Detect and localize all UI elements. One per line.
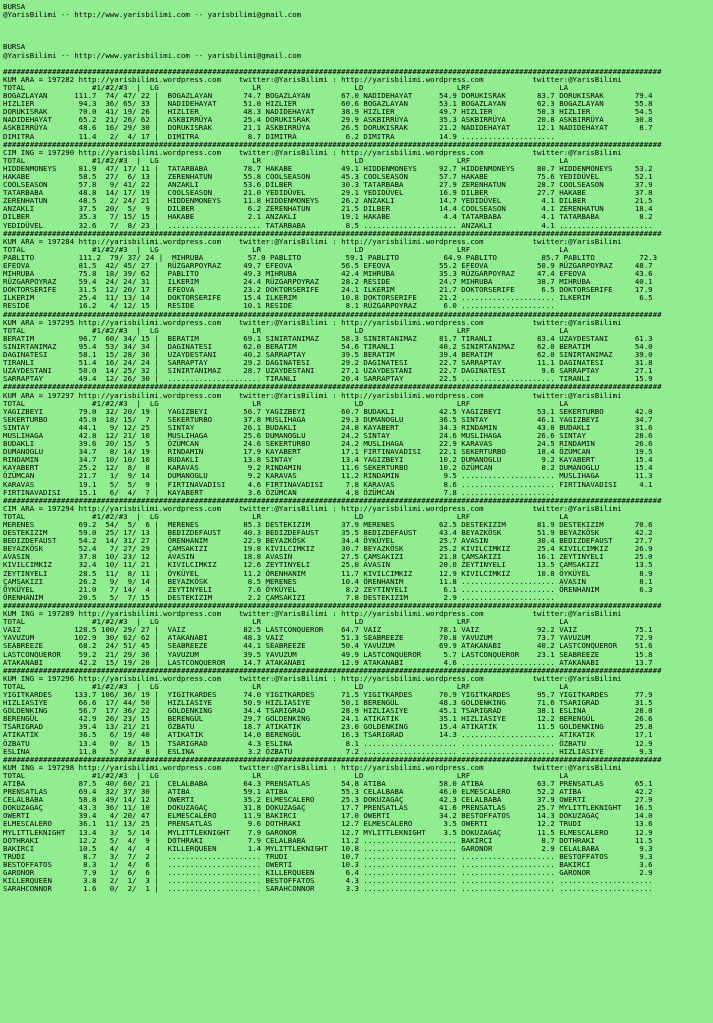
report-line: KAYABERT 25.2 12/ 8/ 8 | KARAVAS 9.2 RINDAMIN 11.6 SEKERTURBO 10.2 ÖZÜMCAN 8.2 DUMANOGLU 15.4 [3, 463, 653, 473]
report-line: MIHRUBA 75.8 18/ 39/ 62 | PABLITO 49.3 MIHRUBA 42.4 MIHRUBA 35.3 RÜZGARPOYRAZ 47.4 EFEOVA 43.6 [3, 269, 653, 279]
report-line: CELALBABA 58.8 49/ 14/ 12 | OWERTI 35.2 ELMESCALERO 25.3 DOKUZAGAÇ 42.3 CELALBABA 37.9 OWERTI 27.9 [3, 795, 653, 805]
report-line: ELMESCALERO 36.1 11/ 13/ 25 | PRENSATLAS 9.6 DOTHRAKI 12.7 ELMESCALERO 3.5 OWERTI 12.2 TRUDI 13.6 [3, 819, 653, 829]
column-header: TOTAL #1/#2/#3 | LG LR LD LRF LA [3, 82, 569, 92]
report-line: BOGAZLAYAN 111.7 74/ 47/ 22 | BOGAZLAYAN 74.7 BOGAZLAYAN 67.0 NADIDEHAYAT 54.9 DORUKISRAK 83.7 DORUKISRAK 79.4 [3, 91, 653, 101]
report-line: PABLITO 111.2 79/ 37/ 24 | MIHRUBA 57.0 PABLITO 59.1 PABLITO 64.9 PABLITO 85.7 PABLITO 72.3 [3, 252, 658, 262]
report-line: HAKABE 58.5 27/ 6/ 13 | ZERENHATUN 55.8 COOLSEASON 45.3 COOLSEASON 57.7 HAKABE 75.6 YEDIDÜVEL 52.1 [3, 171, 653, 181]
report-line: OWERTI 39.4 4/ 20/ 47 | ELMESCALERO 11.9 BAKIRCI 17.0 OWERTI 34.2 BESTOFFATOS 14.3 DOKUZAGAÇ 14.0 [3, 811, 653, 821]
report-line: ASKBIRRÜYA 48.6 16/ 29/ 30 | DORUKISRAK 21.1 ASKBIRRÜYA 26.5 DORUKISRAK 21.2 NADIDEHAYAT 12.1 NADIDEHAYAT 8.7 [3, 123, 653, 133]
blank-line [3, 19, 662, 27]
report-line: SINIRTANIMAZ 95.4 53/ 34/ 34 | DAGINATESI 62.0 BERATIM 54.6 TIRANLI 40.2 SINIRTANIMAZ 62.0 BERATIM 54.0 [3, 341, 653, 351]
report-line: AVASIN 37.8 10/ 23/ 12 | AVASIN 18.8 AVASIN 27.5 ÇAMSAKIZI 21.8 ÇAMSAKIZI 16.1 ZEYTINYELI 25.0 [3, 552, 653, 562]
report-line: ÖYKÜYEL 21.0 7/ 14/ 4 | ZEYTINYELI 7.6 ÖYKÜYEL 8.2 ZEYTINYELI 6.1 ..................... ÖRENHANIM 6.3 [3, 584, 653, 594]
report-line: DUMANOGLU 34.7 8/ 14/ 19 | RINDAMIN 17.9 KAYABERT 17.1 FIRTINAVADISI 22.1 SEKERTURBO 18.4 ÖZÜMCAN 19.5 [3, 447, 653, 457]
race-header: KUM ARA = 197282 http://yarisbilimi.wordpress.com twitter:@YarisBilimi : http://yarisbilimi.wordpress.com twitter:@YarisBilimi [3, 74, 622, 84]
report-line: SINTAY 44.1 9/ 12/ 25 | SINTAY 26.1 BUDAKLI 24.8 KAYABERT 34.3 RINDAMIN 43.0 BUDAKLI 31.6 [3, 422, 653, 432]
race-header: CIM ARA = 197294 http://yarisbilimi.wordpress.com twitter:@YarisBilimi : http://yarisbilimi.wordpress.com twitter:@YarisBilimi [3, 503, 622, 513]
report-line: KILLERQUEEN 3.8 2/ 1/ 3 | ..................... BESTOFFATOS 4.3 ..................... ..................... ..................... [3, 876, 653, 886]
report-line: COOLSEASON 57.8 9/ 41/ 22 | ANZAKLI 53.6 DILBER 30.3 TATARBABA 27.9 ZERENHATUN 28.7 COOLSEASON 37.9 [3, 180, 653, 190]
report-line: ATAKANABI 42.2 15/ 19/ 20 | LASTCONQUEROR 14.7 ATAKANABI 12.9 ATAKANABI 4.6 ..................... ATAKANABI 13.7 [3, 657, 653, 667]
race-header: KUM ING = 197289 http://yarisbilimi.wordpress.com twitter:@YarisBilimi : http://yarisbilimi.wordpress.com twitter:@YarisBilimi [3, 609, 622, 619]
report-line: ZEYTINYELI 28.5 11/ 8/ 11 | ÖYKÜYEL 11.2 ÖRENHANIM 11.7 KIVILCIMKIZ 12.9 KIVILCIMKIZ 10.8 ÖYKÜYEL 8.9 [3, 568, 653, 578]
report-line: GOLDENKING 56.7 17/ 36/ 22 | GOLDENKING 34.4 TSARIGRAD 28.9 HIZLIASIYE 45.1 TSARIGRAD 38.1 ESLINA 28.0 [3, 706, 653, 716]
report-line: EFEOVA 81.5 42/ 45/ 27 | RÜZGARPOYRAZ 49.7 EFEOVA 56.5 EFEOVA 55.2 EFEOVA 50.9 RÜZGARPOYRAZ 48.7 [3, 261, 653, 270]
report-line: ATIBA 87.5 40/ 60/ 21 | CELALBABA 64.3 PRENSATLAS 54.8 ATIBA 58.0 ATIBA 63.7 PRENSATLAS 65.1 [3, 779, 653, 788]
report-line: ÖZÜMCAN 21.7 1/ 9/ 14 | DUMANOGLU 9.2 KARAVAS 11.2 RINDAMIN 9.5 ..................... MUSLIHAGA 11.3 [3, 471, 653, 481]
report-line: RINDAMIN 34.7 10/ 10/ 10 | BUDAKLI 13.8 SINTAY 13.4 YAGIZBEYI 10.2 DUMANOGLU 9.2 KAYABERT 15.4 [3, 455, 653, 465]
report-line: BESTOFFATOS 8.3 1/ 4/ 6 | ..................... OWERTI 10.3 ..................... ..................... BAKIRCI 3.6 [3, 859, 653, 869]
report-line: YEDIDÜVEL 32.6 7/ 8/ 23 | ..................... TATARBABA 8.5 ..................... ANZAKLI 4.1 ..................... [3, 220, 653, 230]
section-divider: #################################################################################################################################################### [3, 600, 662, 610]
report-line: KIVILCIMKIZ 32.4 10/ 11/ 21 | KIVILCIMKIZ 12.6 ZEYTINYELI 25.0 AVASIN 20.0 ZEYTINYELI 13.5 ÇAMSAKIZI 13.5 [3, 560, 653, 570]
column-header: TOTAL #1/#2/#3 | LG LR LD LRF LA [3, 325, 569, 335]
race-header: CIM ING = 197290 http://yarisbilimi.wordpress.com twitter:@YarisBilimi : http://yarisbilimi.wordpress.com twitter:@YarisBilimi [3, 147, 622, 157]
report-line: BERATIM 96.7 60/ 34/ 15 | BERATIM 69.1 SINIRTANIMAZ 58.3 SINIRTANIMAZ 81.7 TIRANLI 83.4 UZAYDESTANI 61.3 [3, 333, 653, 343]
column-header: TOTAL #1/#2/#3 | LG LR LD LRF LA [3, 511, 569, 521]
blank-line [3, 35, 662, 43]
race-report-text [3, 3, 662, 893]
race-header: KUM ARA = 197297 http://yarisbilimi.wordpress.com twitter:@YarisBilimi : http://yarisbilimi.wordpress.com twitter:@YarisBilimi [3, 390, 622, 400]
report-line: SARAHCONNOR 1.6 0/ 2/ 1 | ..................... SARAHCONNOR 3.3 ..................... ..................... ..................... [3, 884, 653, 894]
report-line: TIRANLI 51.4 16/ 24/ 24 | SARRAPTAY 29.2 DAGINATESI 29.2 DAGINATESI 22.7 SARRAPTAY 11.1 DAGINATESI 31.8 [3, 358, 653, 368]
report-line: ÇAMSAKIZI 26.2 9/ 9/ 14 | BEYAZKÖSK 8.5 MERENES 10.4 ÖRENHANIM 11.8 ..................... AVASIN 8.1 [3, 576, 653, 586]
report-line: DILBER 35.3 7/ 15/ 15 | HAKABE 2.1 ANZAKLI 19.1 HAKABE 4.4 TATARBABA 4.1 TATARBABA 8.2 [3, 212, 653, 222]
column-header: TOTAL #1/#2/#3 | LG LR LD LRF LA [3, 244, 569, 254]
report-line: RESIDE 16.2 4/ 12/ 15 | RESIDE 10.1 RESIDE 8.1 RÜZGARPOYRAZ 6.0 ..................... [3, 301, 555, 311]
report-line: MERENES 69.2 54/ 5/ 6 | MERENES 85.3 DESTEKIZIM 37.9 MERENES 62.5 DESTEKIZIM 81.9 DESTEKIZIM 70.6 [3, 520, 653, 529]
report-line: HIDDENMONEYS 81.9 47/ 17/ 11 | TATARBABA 78.7 HAKABE 49.1 HIDDENMONEYS 92.7 HIDDENMONEYS 80.7 HIDDENMONEYS 53.2 [3, 163, 653, 173]
race-header: KUM ING = 197296 http://yarisbilimi.wordpress.com twitter:@YarisBilimi : http://yarisbilimi.wordpress.com twitter:@YarisBilimi [3, 673, 622, 683]
section-divider: #################################################################################################################################################### [3, 228, 662, 238]
section-divider: #################################################################################################################################################### [3, 665, 662, 675]
report-line: DAGINATESI 58.1 15/ 28/ 36 | UZAYDESTANI 40.2 SARRAPTAY 39.5 BERATIM 39.4 BERATIM 62.0 SINIRTANIMAZ 39.0 [3, 350, 653, 360]
race-header: KUM ING = 197298 http://yarisbilimi.wordpress.com twitter:@YarisBilimi : http://yarisbilimi.wordpress.com twitter:@YarisBilimi [3, 762, 622, 772]
section-divider: #################################################################################################################################################### [3, 66, 662, 76]
column-header: TOTAL #1/#2/#3 | LG LR LD LRF LA [3, 770, 569, 780]
report-line: @YarisBilimi -- http://www.yarisbilimi.com -- yarisbilimi@gmail.com [3, 50, 302, 60]
column-header: TOTAL #1/#2/#3 | LG LR LD LRF LA [3, 617, 569, 627]
report-line: DOTHRAKI 12.2 5/ 4/ 9 | DOTHRAKI 7.9 CELALBABA 11.2 ..................... BAKIRCI 8.7 DOTHRAKI 11.5 [3, 835, 653, 845]
report-line: LASTCONQUEROR 59.2 21/ 29/ 36 | YAVUZUM 39.5 YAVUZUM 49.9 LASTCONQUEROR 5.7 LASTCONQUEROR 23.1 SEABREEZE 15.8 [3, 649, 653, 659]
report-line: MUSLIHAGA 42.8 12/ 21/ 10 | MUSLIHAGA 25.6 DUMANOGLU 24.2 SINTAY 24.6 MUSLIHAGA 26.6 SINTAY 28.6 [3, 430, 653, 440]
section-divider: #################################################################################################################################################### [3, 139, 662, 149]
report-line: @YarisBilimi -- http://www.yarisbilimi.com -- yarisbilimi@gmail.com [3, 10, 302, 20]
column-header: TOTAL #1/#2/#3 | LG LR LD LRF LA [3, 398, 569, 408]
report-line: TSARIGRAD 39.4 13/ 21/ 21 | ÖZBATU 18.7 ATIKATIK 23.0 GOLDENKING 15.4 ATIKATIK 11.5 GOLDENKING 25.8 [3, 722, 653, 732]
report-line: TRUDI 8.7 3/ 7/ 2 | ..................... TRUDI 10.7 ..................... ..................... BESTOFFATOS 9.3 [3, 851, 653, 861]
report-line: HIZLIER 94.3 36/ 65/ 33 | NADIDEHAYAT 51.0 HIZLIER 60.6 BOGAZLAYAN 53.1 BOGAZLAYAN 62.3 BOGAZLAYAN 55.8 [3, 99, 653, 109]
report-line: ZERENHATUN 48.5 2/ 24/ 21 | HIDDENMONEYS 11.8 HIDDENMONEYS 26.2 ANZAKLI 14.7 YEDIDÜVEL 4.1 DILBER 21.5 [3, 196, 653, 206]
section-divider: #################################################################################################################################################### [3, 495, 662, 505]
report-line: GARONOR 7.9 1/ 6/ 6 | ..................... KILLERQUEEN 6.4 ..................... ..................... GARONOR 2.9 [3, 868, 653, 878]
report-line: SEABREEZE 68.2 24/ 51/ 45 | SEABREEZE 44.1 SEABREEZE 50.4 YAVUZUM 69.9 ATAKANABI 40.2 LASTCONQUEROR 51.6 [3, 641, 653, 651]
report-line: TATARBABA 48.8 14/ 17/ 19 | COOLSEASON 21.0 YEDIDÜVEL 29.1 YEDIDÜVEL 16.9 DILBER 27.7 HAKABE 37.8 [3, 188, 653, 198]
section-divider: #################################################################################################################################################### [3, 309, 662, 319]
report-line: DOKUZAGAÇ 43.3 36/ 11/ 10 | DOKUZAGAÇ 31.8 DOKUZAGAÇ 17.7 PRENSATLAS 41.6 PRENSATLAS 25.7 MYLITTLEKNIGHT 16.5 [3, 803, 653, 813]
report-line: ATIKATIK 36.5 6/ 19/ 40 | ATIKATIK 14.0 BERENGÜL 16.3 TSARIGRAD 14.3 ..................... ATIKATIK 17.1 [3, 730, 653, 740]
section-divider: #################################################################################################################################################### [3, 382, 662, 392]
report-line: DESTEKIZIM 59.0 25/ 17/ 13 | BEDIZDEFAUST 40.3 BEDIZDEFAUST 35.5 BEDIZDEFAUST 43.4 BEYAZKÖSK 51.9 BEYAZKÖSK 42.2 [3, 528, 653, 538]
report-line: PRENSATLAS 69.4 32/ 37/ 30 | ATIBA 59.1 ATIBA 55.3 CELALBABA 46.0 ELMESCALERO 52.2 ATIBA 42.2 [3, 787, 653, 797]
report-line: BERENGÜL 42.9 26/ 23/ 15 | BERENGÜL 29.7 GOLDENKING 24.1 ATIKATIK 35.1 HIZLIASIYE 12.2 BERENGÜL 26.6 [3, 714, 653, 724]
report-line: FIRTINAVADISI 15.1 6/ 4/ 7 | KAYABERT 3.6 ÖZÜMCAN 4.8 ÖZÜMCAN 7.8 ..................... [3, 487, 555, 497]
report-line: ÖRENHANIM 20.5 5/ 7/ 15 | DESTEKIZIM 2.2 ÇAMSAKIZI 7.8 DESTEKIZIM 2.9 ..................... [3, 592, 555, 602]
column-header: TOTAL #1/#2/#3 | LG LR LD LRF LA [3, 155, 569, 165]
report-line: ILKERIM 25.4 11/ 13/ 14 | DOKTORSERIFE 15.4 ILKERIM 10.8 DOKTORSERIFE 21.2 ..................... ILKERIM 6.5 [3, 293, 653, 303]
report-line: DORUKISRAK 70.0 41/ 19/ 26 | HIZLIER 48.3 NADIDEHAYAT 38.9 HIZLIER 49.7 HIZLIER 50.3 HIZLIER 54.5 [3, 107, 653, 117]
report-line: BAKIRCI 10.5 4/ 4/ 4 | KILLERQUEEN 1.4 MYLITTLEKNIGHT 10.8 ..................... GARONOR 2.9 CELALBABA 9.3 [3, 843, 653, 853]
report-line: YAVUZUM 102.9 30/ 62/ 62 | ATAKANABI 48.3 VAIZ 51.3 SEABREEZE 70.8 YAVUZUM 73.7 YAVUZUM 72.9 [3, 633, 653, 643]
report-line: MYLITTLEKNIGHT 13.4 3/ 5/ 14 | MYLITTLEKNIGHT 7.9 GARONOR 12.7 MYLITTLEKNIGHT 3.5 DOKUZAGAÇ 11.5 ELMESCALERO 12.9 [3, 827, 653, 837]
report-line: NADIDEHAYAT 65.2 21/ 26/ 62 | ASKBIRRÜYA 25.4 DORUKISRAK 29.9 ASKBIRRÜYA 35.3 ASKBIRRÜYA 20.8 ASKBIRRÜYA 30.8 [3, 115, 653, 125]
report-line: KARAVAS 19.1 5/ 5/ 9 | FIRTINAVADISI 4.6 FIRTINAVADISI 7.8 KARAVAS 8.6 ..................... FIRTINAVADISI 4.1 [3, 479, 653, 489]
report-line: BURSA [3, 2, 26, 11]
report-line: SARRAPTAY 49.4 12/ 26/ 30 | ..................... TIRANLI 20.4 SARRAPTAY 22.5 ..................... TIRANLI 15.9 [3, 374, 653, 384]
report-line: HIZLIASIYE 66.6 17/ 44/ 50 | HIZLIASIYE 50.9 HIZLIASIYE 50.1 BERENGÜL 48.3 GOLDENKING 71.6 TSARIGRAD 31.5 [3, 698, 653, 708]
report-line: BEYAZKÖSK 52.4 7/ 27/ 29 | ÇAMSAKIZI 19.8 KIVILCIMKIZ 30.7 BEYAZKÖSK 25.2 KIVILCIMKIZ 25.4 KIVILCIMKIZ 26.9 [3, 544, 653, 554]
report-line: SEKERTURBO 45.0 18/ 15/ 7 | SEKERTURBO 37.8 MUSLIHAGA 29.3 DUMANOGLU 36.5 SINTAY 46.1 YAGIZBEYI 34.7 [3, 414, 653, 424]
report-line: BUDAKLI 39.6 20/ 15/ 5 | ÖZÜMCAN 24.6 SEKERTURBO 24.2 MUSLIHAGA 22.9 KARAVAS 24.5 RINDAMIN 26.6 [3, 439, 653, 449]
report-line: VAIZ 128.5 100/ 29/ 27 | VAIZ 82.5 LASTCONQUEROR 64.7 VAIZ 78.1 VAIZ 92.2 VAIZ 75.1 [3, 625, 653, 635]
report-line: ESLINA 11.8 5/ 3/ 8 | ESLINA 3.2 ÖZBATU 7.2 ..................... ..................... HIZLIASIYE 9.3 [3, 746, 653, 756]
report-line: RÜZGARPOYRAZ 59.4 24/ 24/ 31 | ILKERIM 24.4 RÜZGARPOYRAZ 28.2 RESIDE 24.7 MIHRUBA 38.7 MIHRUBA 40.1 [3, 277, 653, 287]
report-line: DOKTORSERIFE 31.5 12/ 20/ 17 | EFEOVA 23.2 DOKTORSERIFE 24.1 ILKERIM 21.7 DOKTORSERIFE 6.5 DOKTORSERIFE 17.9 [3, 285, 653, 295]
section-divider: #################################################################################################################################################### [3, 754, 662, 764]
report-line: YIGITKARDES 133.7 106/ 36/ 19 | YIGITKARDES 74.0 YIGITKARDES 71.5 YIGITKARDES 70.9 YIGITKARDES 95.7 YIGITKARDES 77.9 [3, 689, 653, 699]
report-line: ÖZBATU 13.4 0/ 8/ 15 | TSARIGRAD 4.3 ESLINA 8.1 ..................... ..................... ÖZBATU 12.9 [3, 738, 653, 748]
column-header: TOTAL #1/#2/#3 | LG LR LD LRF LA [3, 681, 569, 691]
report-line: UZAYDESTANI 50.0 14/ 25/ 32 | SINIRTANIMAZ 28.7 UZAYDESTANI 27.1 UZAYDESTANI 22.7 DAGINATESI 9.6 SARRAPTAY 27.1 [3, 366, 653, 376]
report-line: BEDIZDEFAUST 54.2 14/ 31/ 27 | ÖRENHANIM 22.9 BEYAZKÖSK 34.4 ÖYKÜYEL 25.7 AVASIN 30.4 BEDIZDEFAUST 27.7 [3, 536, 653, 546]
report-line: BURSA [3, 42, 26, 52]
blank-line [3, 27, 662, 35]
race-header: KUM ARA = 197295 http://yarisbilimi.wordpress.com twitter:@YarisBilimi : http://yarisbilimi.wordpress.com twitter:@YarisBilimi [3, 317, 622, 327]
race-header: KUM ARA = 197284 http://yarisbilimi.wordpress.com twitter:@YarisBilimi : http://yarisbilimi.wordpress.com twitter:@YarisBilimi [3, 236, 622, 246]
report-line: ANZAKLI 37.5 20/ 5/ 9 | DILBER 6.2 ZERENHATUN 21.5 DILBER 14.4 COOLSEASON 4.1 ZERENHATUN 18.4 [3, 204, 653, 214]
report-line: YAGIZBEYI 79.0 32/ 20/ 19 | YAGIZBEYI 56.7 YAGIZBEYI 60.7 BUDAKLI 42.5 YAGIZBEYI 53.1 SEKERTURBO 42.0 [3, 406, 653, 416]
report-line: DIMITRA 11.4 2/ 4/ 17 | DIMITRA 8.7 DIMITRA 6.2 DIMITRA 14.9 ..................... [3, 131, 555, 141]
